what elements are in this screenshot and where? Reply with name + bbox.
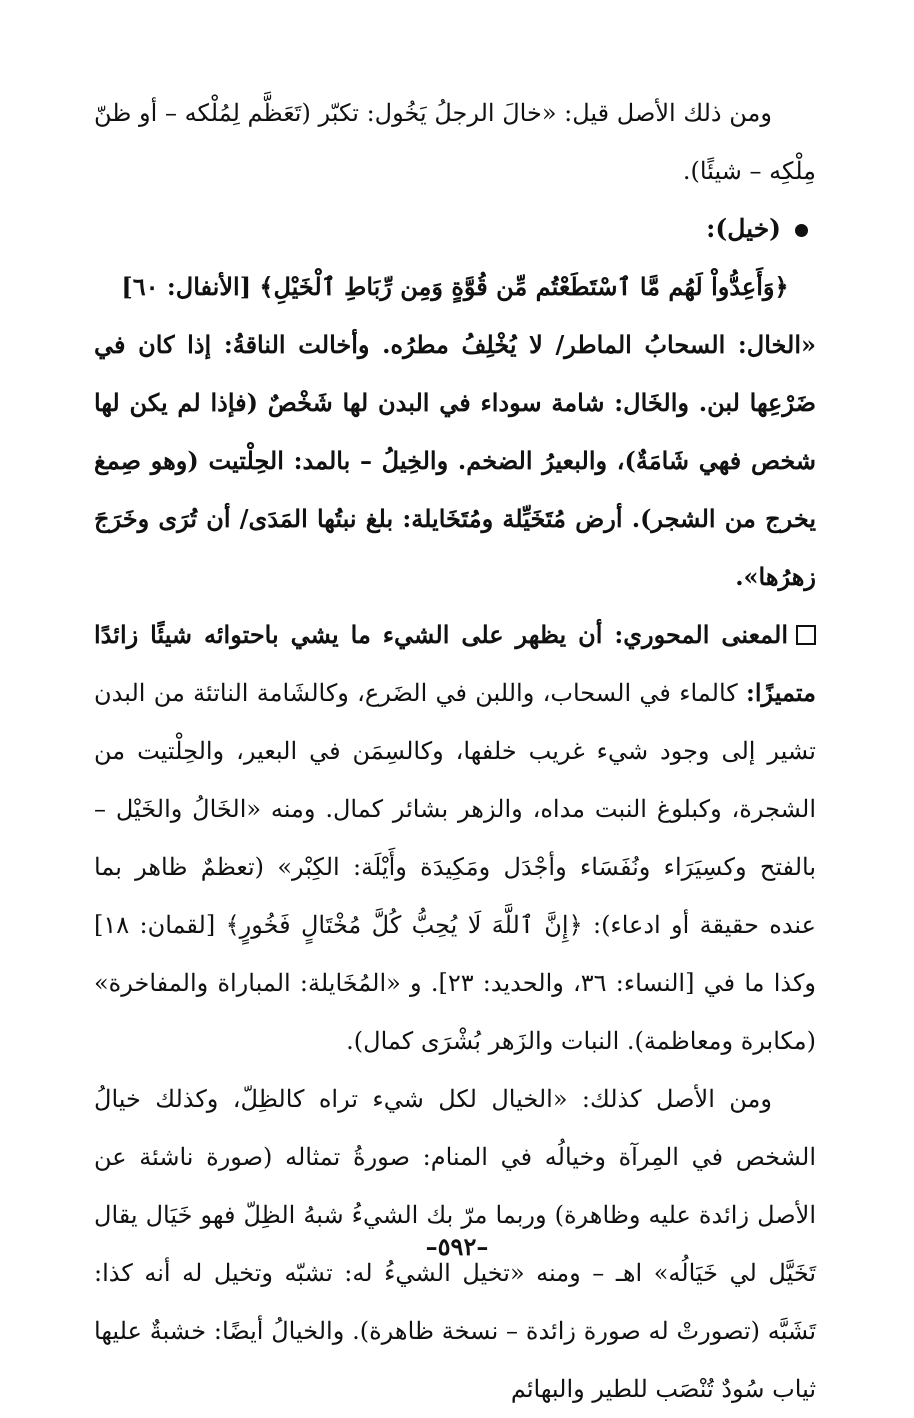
core-meaning-label: المعنى المحوري: أن يظهر على الشيء ما يشي باحتوائه شيئًا زائدًا متميزًا: bbox=[94, 620, 816, 707]
bullet-icon bbox=[795, 224, 808, 237]
lexical-definition: «الخال: السحابُ الماطر/ لا يُخْلِفُ مطرُه. وأخالت الناقةُ: إذا كان في ضَرْعِها لبن. والخَال: شامة سوداء في البدن لها شَخْصٌ (فإذا لم يكن لها شخص فهي شَامَةٌ)، والبعيرُ الضخم. والخِيلُ – بالمد: الحِلْتيت (وهو صِمغ يخرج من الشجر). أرض مُتَخَيِّلة ومُتَخَايلة: بلغ نبتُها المَدَى/ أن تُرَى وخَرَجَ زهرُها». bbox=[94, 330, 816, 591]
page-body bbox=[94, 84, 817, 1403]
second-paragraph: ومن الأصل كذلك: «الخيال لكل شيء تراه كالظِلّ، وكذلك خيالُ الشخص في المِرآة وخيالُه في المنام: صورةُ تمثاله (صورة ناشئة عن الأصل زائدة عليه وظاهرة) وربما مرّ بك الشيءُ شبهُ الظِلّ فهو خَيَال يقال تَخَيَّل لي خَيَالُه» اهـ – ومنه «تخيل الشيءُ له: تشبّه وتخيل له أنه كذا: تَشَبَّه (تصورتْ له صورة زائدة – نسخة ظاهرة). والخيالُ أيضًا: خشبةٌ عليها ثياب سُودٌ تُنْصَب للطير والبهائم bbox=[94, 1085, 817, 1403]
square-marker-icon bbox=[796, 625, 816, 645]
entry-heading bbox=[94, 200, 816, 258]
entry-heading-text: (خيل): bbox=[706, 214, 781, 243]
quran-verse: ﴿وَأَعِدُّواْ لَهُم مَّا ٱسْتَطَعْتُم مِّن قُوَّةٍ وَمِن رِّبَاطِ ٱلْخَيْلِ﴾ [الأنفال: ٦٠] bbox=[121, 272, 789, 301]
core-meaning-paragraph bbox=[94, 606, 816, 1070]
intro-paragraph: ومن ذلك الأصل قيل: «خالَ الرجلُ يَخُول: تكبّر (تَعَظَّم لِمُلْكه – أو ظنّ مِلْكِه – شيئًا). bbox=[94, 99, 816, 185]
core-meaning-body: كالماء في السحاب، واللبن في الضَرع، وكالشَامة الناتئة من البدن تشير إلى وجود شيء غريب خلفها، وكالسِمَن في البعير، والحِلْتيت من الشجرة، وكبلوغ النبت مداه، والزهر بشائر كمال. ومنه «الخَالُ والخَيْل – بالفتح وكسِيَرَاء ونُفَسَاء وأجْدَل ومَكِيدَة وأَيْلَة: الكِبْر» (تعظمٌ ظاهر بما عنده حقيقة أو ادعاء): ﴿إِنَّ ٱللَّهَ لَا يُحِبُّ كُلَّ مُخْتَالٍ فَخُورٍ﴾ [لقمان: ١٨] وكذا ما في [النساء: ٣٦، والحديد: ٢٣]. و «المُخَايلة: المباراة والمفاخرة» (مكابرة ومعاظمة). النبات والزَهر بُشْرَى كمال). bbox=[94, 679, 817, 1055]
page-number: –٥٩٢– bbox=[425, 1232, 489, 1261]
